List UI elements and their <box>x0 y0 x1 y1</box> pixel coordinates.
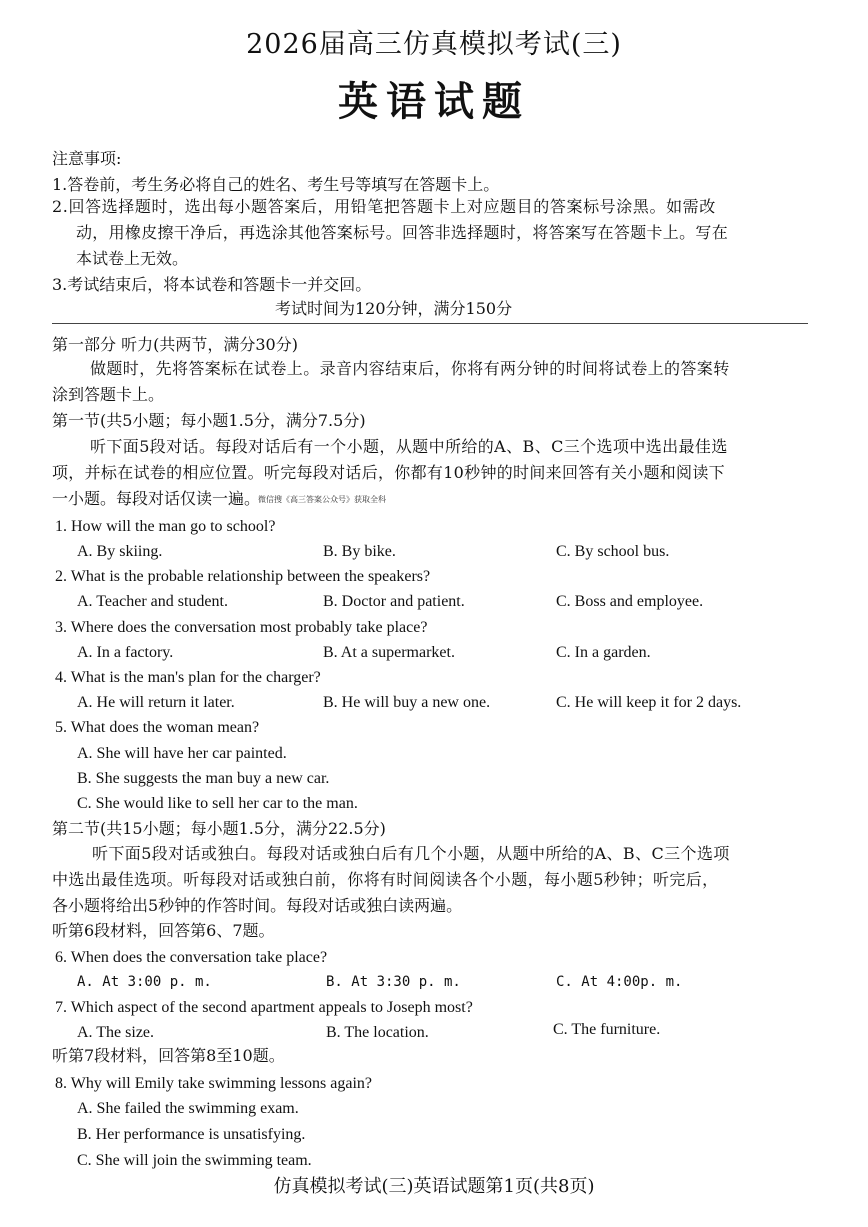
subject-title: 英语试题 <box>338 78 530 125</box>
question-8: 8. Why will Emily take swimming lessons again? <box>55 1075 372 1092</box>
sec2-intro-cont: 中选出最佳选项。听每段对话或独白前，你将有时间阅读各个小题，每小题5秒钟；听完后， <box>52 870 719 889</box>
notice-item-2: 2.回答选择题时，选出每小题答案后，用铅笔把答题卡上对应题目的答案标号涂黑。如需改 <box>52 197 716 216</box>
question-2: 2. What is the probable relationship between the speakers? <box>55 568 431 585</box>
page-footer: 仿真模拟考试(三)英语试题第1页(共8页) <box>273 1176 595 1197</box>
q1-option-c: C. By school bus. <box>556 543 670 560</box>
question-6: 6. When does the conversation take place? <box>55 949 328 966</box>
q3-option-b: B. At a supermarket. <box>323 644 455 661</box>
notice-item-1: 1.答卷前，考生务必将自己的姓名、考生号等填写在答题卡上。 <box>52 175 500 194</box>
notice-item-2-cont: 动，用橡皮擦干净后，再选涂其他答案标号。回答非选择题时，将答案写在答题卡上。写在 <box>76 223 729 242</box>
q5-option-c: C. She would like to sell her car to the man. <box>77 795 358 812</box>
q5-option-b: B. She suggests the man buy a new car. <box>77 770 330 787</box>
sec1-intro-cont2: 一小题。每段对话仅读一遍。 <box>52 489 261 508</box>
material-6-label: 听第6段材料，回答第6、7题。 <box>52 921 275 940</box>
q2-option-a: A. Teacher and student. <box>77 593 228 610</box>
q4-option-b: B. He will buy a new one. <box>323 694 491 711</box>
notice-item-2-cont2: 本试卷上无效。 <box>76 249 189 268</box>
q6-option-c: C. At 4:00p. m. <box>556 974 683 990</box>
q7-option-c: C. The furniture. <box>553 1021 661 1038</box>
q1-option-b: B. By bike. <box>323 543 396 560</box>
sec1-intro-cont: 项，并标在试卷的相应位置。听完每段对话后，你都有10秒钟的时间来回答有关小题和阅读下 <box>52 463 725 482</box>
q7-option-a: A. The size. <box>77 1024 155 1041</box>
q3-option-a: A. In a factory. <box>77 644 174 661</box>
q6-option-a: A. At 3:00 p. m. <box>77 974 212 990</box>
part1-heading: 第一部分 听力(共两节，满分30分) <box>52 335 298 354</box>
question-7: 7. Which aspect of the second apartment appeals to Joseph most? <box>55 999 473 1016</box>
q7-option-b: B. The location. <box>326 1024 429 1041</box>
notice-heading: 注意事项: <box>52 149 122 168</box>
question-3: 3. Where does the conversation most probably take place? <box>55 619 428 636</box>
question-1: 1. How will the man go to school? <box>55 518 276 535</box>
sec2-heading: 第二节(共15小题；每小题1.5分，满分22.5分) <box>52 819 386 838</box>
sec1-intro: 听下面5段对话。每段对话后有一个小题，从题中所给的A、B、C三个选项中选出最佳选 <box>90 437 728 456</box>
sec2-intro-cont2: 各小题将给出5秒钟的作答时间。每段对话或独白读两遍。 <box>52 896 463 915</box>
q2-option-b: B. Doctor and patient. <box>323 593 465 610</box>
q3-option-c: C. In a garden. <box>556 644 651 661</box>
q8-option-c: C. She will join the swimming team. <box>77 1152 312 1169</box>
q4-option-a: A. He will return it later. <box>77 694 235 711</box>
q4-option-c: C. He will keep it for 2 days. <box>556 694 742 711</box>
watermark-text: 微信搜《高三答案公众号》获取全科 <box>258 495 386 504</box>
q5-option-a: A. She will have her car painted. <box>77 745 287 762</box>
q6-option-b: B. At 3:30 p. m. <box>326 974 461 990</box>
notice-item-3: 3.考试结束后，将本试卷和答题卡一并交回。 <box>52 275 372 294</box>
exam-time: 考试时间为120分钟，满分150分 <box>275 299 513 318</box>
q8-option-a: A. She failed the swimming exam. <box>77 1100 299 1117</box>
question-4: 4. What is the man's plan for the charger? <box>55 669 321 686</box>
sec2-intro: 听下面5段对话或独白。每段对话或独白后有几个小题，从题中所给的A、B、C三个选项 <box>92 844 730 863</box>
question-5: 5. What does the woman mean? <box>55 719 260 736</box>
q8-option-b: B. Her performance is unsatisfying. <box>77 1126 306 1143</box>
exam-title: 2026届高三仿真模拟考试(三) <box>246 29 622 60</box>
q2-option-c: C. Boss and employee. <box>556 593 704 610</box>
part1-intro-cont: 涂到答题卡上。 <box>52 385 165 404</box>
material-7-label: 听第7段材料，回答第8至10题。 <box>52 1046 285 1065</box>
sec1-heading: 第一节(共5小题；每小题1.5分，满分7.5分) <box>52 411 366 430</box>
q1-option-a: A. By skiing. <box>77 543 163 560</box>
part1-intro: 做题时，先将答案标在试卷上。录音内容结束后，你将有两分钟的时间将试卷上的答案转 <box>90 359 730 378</box>
divider-line <box>52 323 808 324</box>
